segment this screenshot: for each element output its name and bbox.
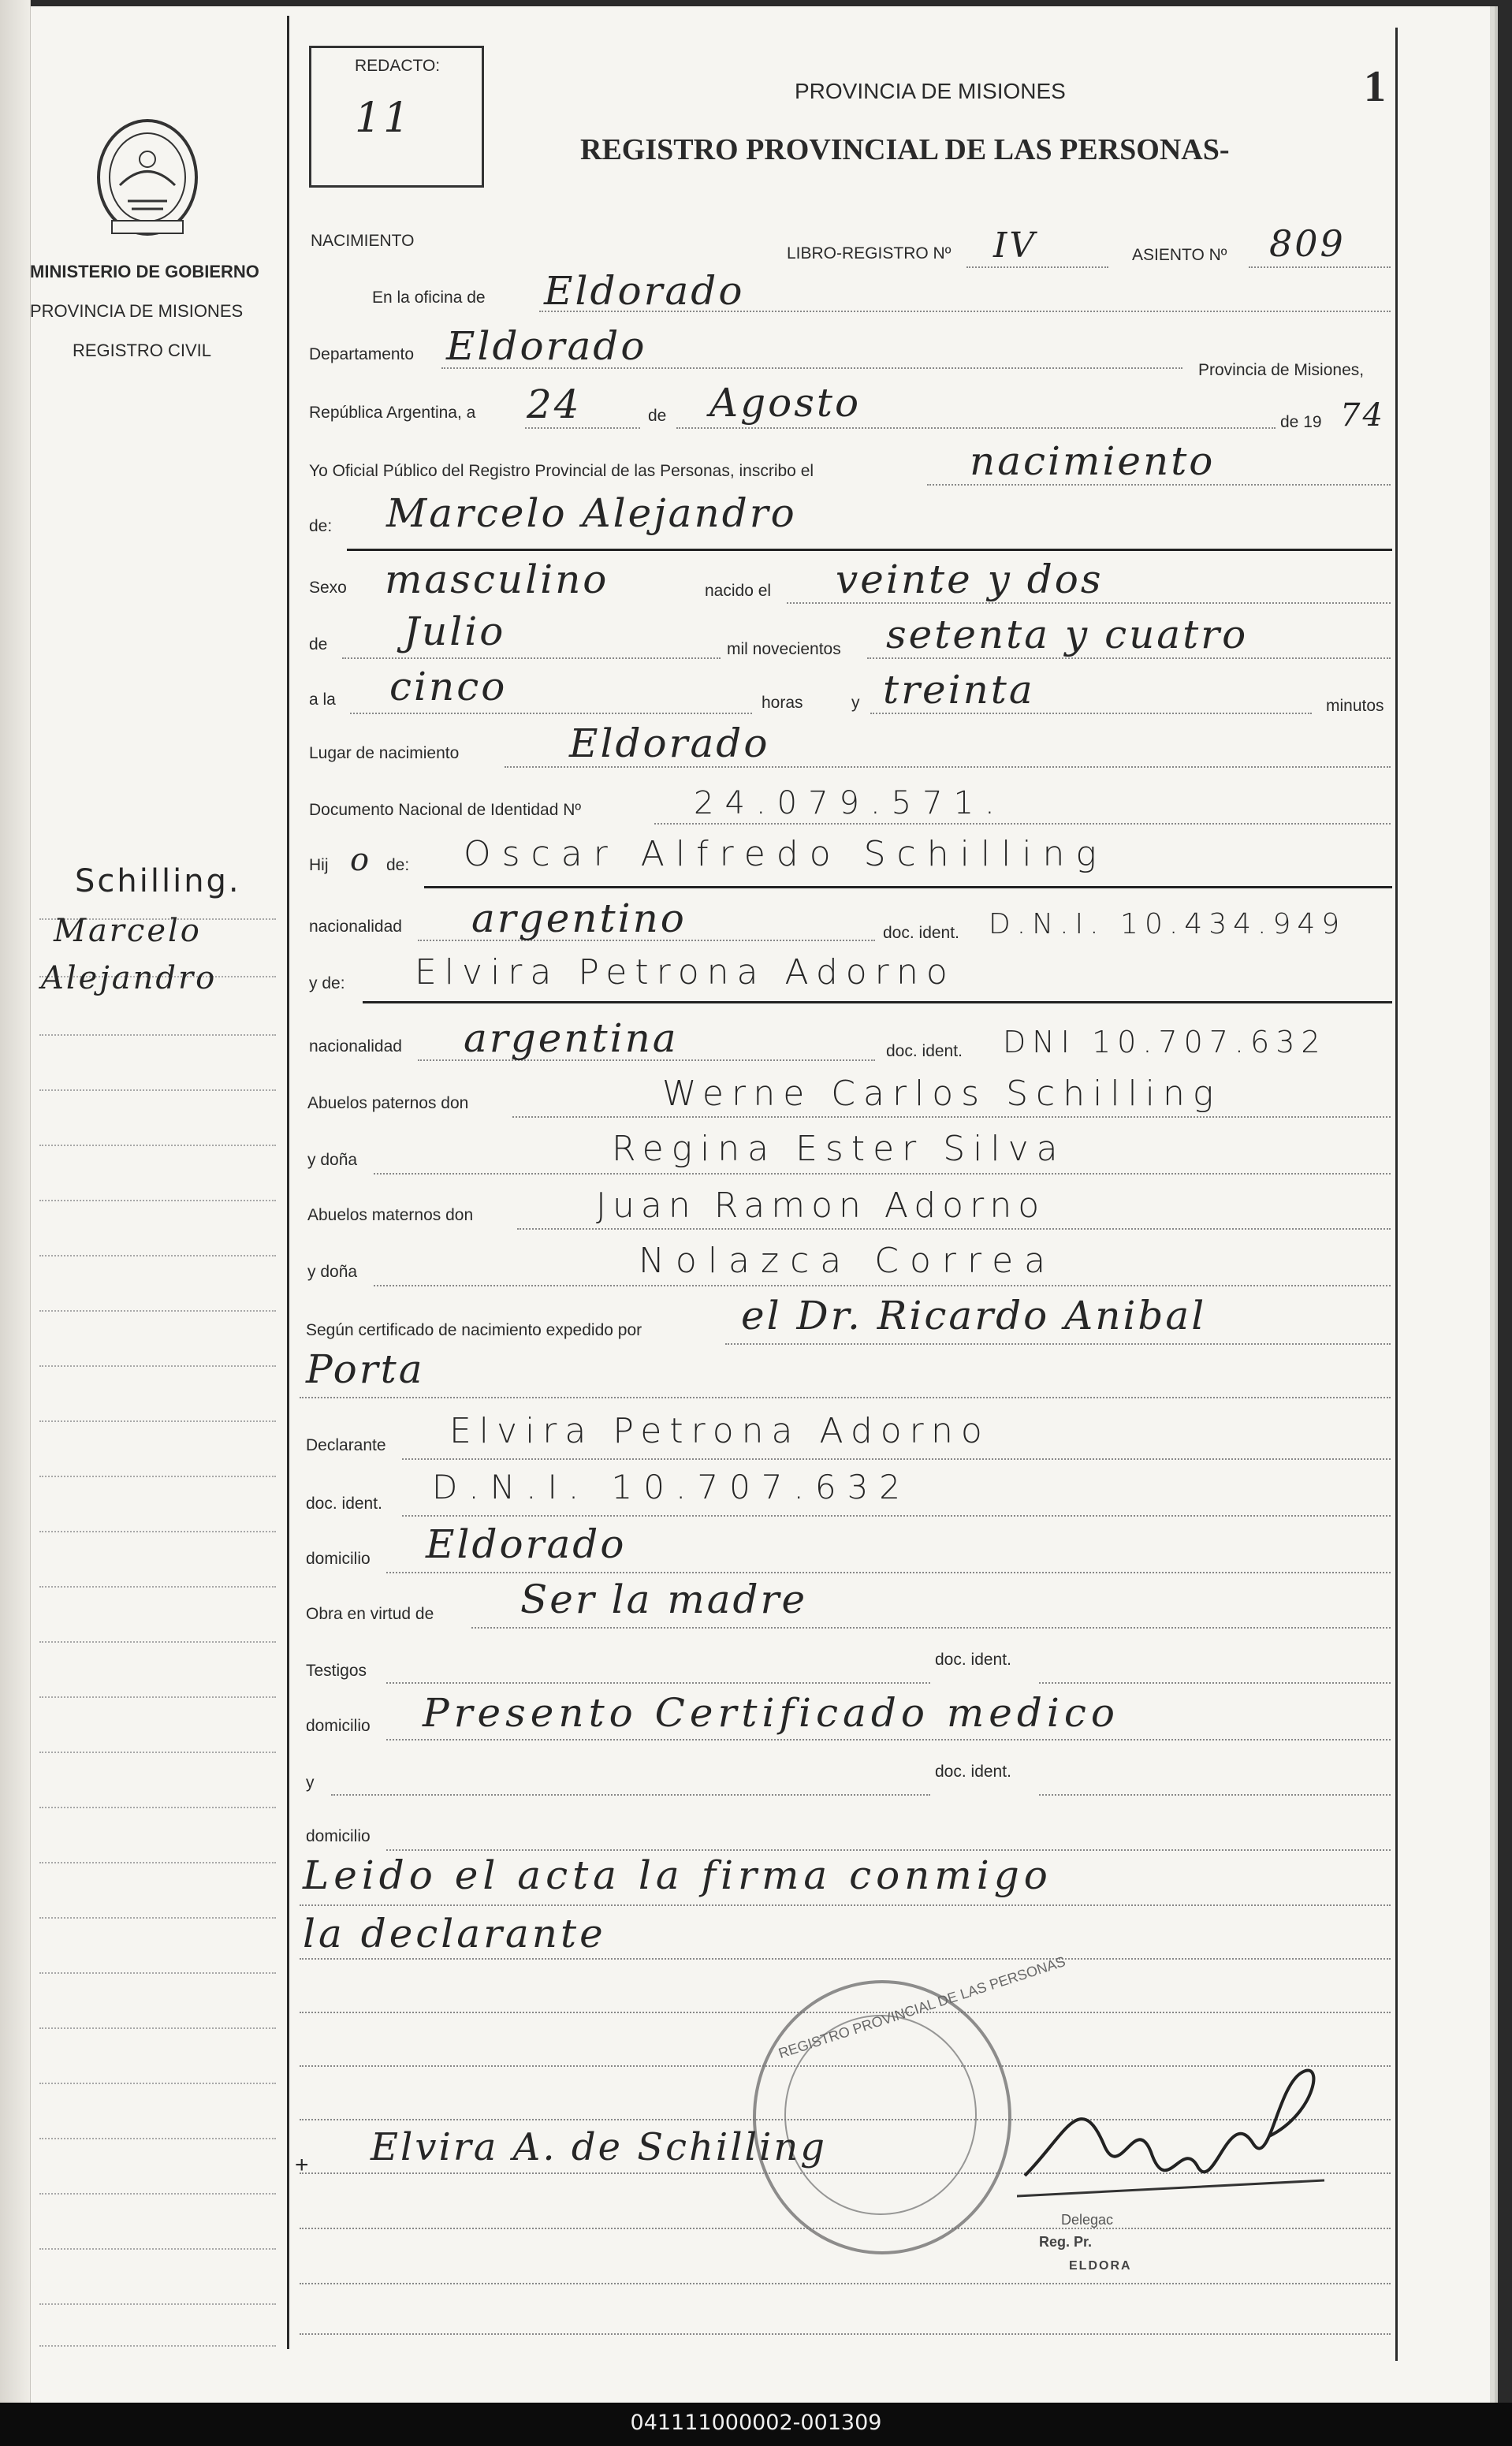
sexo-value: masculino — [385, 557, 609, 602]
official-signature-icon — [1017, 2042, 1332, 2223]
testigo-dom-value: Presento Certificado medico — [423, 1690, 1119, 1736]
sexo-label: Sexo — [309, 579, 347, 597]
mil-label: mil novecientos — [727, 640, 841, 658]
de-mes-label: de — [309, 635, 328, 653]
nombre-value: Marcelo Alejandro — [386, 490, 797, 536]
padre-value: Oscar Alfredo Schilling — [464, 834, 1108, 874]
lugar-label: Lugar de nacimiento — [309, 744, 460, 762]
hijo-label: Hij — [309, 856, 329, 874]
decl-dom-value: Eldorado — [426, 1521, 627, 1567]
province-heading: PROVINCIA DE MISIONES — [795, 79, 1066, 103]
segun-value: el Dr. Ricardo Anibal — [741, 1293, 1207, 1338]
ab-mat-value: Juan Ramon Adorno — [596, 1186, 1046, 1226]
margin-line — [39, 1476, 276, 1477]
anio-nac-value: setenta y cuatro — [886, 612, 1249, 657]
margin-line — [39, 1200, 276, 1201]
obra-label: Obra en virtud de — [306, 1605, 434, 1623]
oficina-label: En la oficina de — [372, 289, 486, 307]
ab-pat-dona-label: y doña — [307, 1151, 358, 1169]
nacido-label: nacido el — [705, 582, 772, 600]
y-label: y — [851, 694, 860, 712]
ab-pat-label: Abuelos paternos don — [307, 1094, 469, 1112]
margin-line — [39, 1862, 276, 1863]
y-de-label: y de: — [309, 974, 345, 992]
dni-label: Documento Nacional de Identidad Nº — [309, 801, 582, 819]
testigo2-dom-label: domicilio — [306, 1827, 371, 1845]
ab-pat-dona-value: Regina Ester Silva — [612, 1129, 1066, 1169]
margin-line — [39, 1972, 276, 1974]
inscribo-value: nacimiento — [970, 438, 1216, 484]
margin-line — [39, 2345, 276, 2347]
margin-note-name1: Marcelo — [54, 913, 202, 949]
testigo-dom-label: domicilio — [306, 1717, 371, 1735]
lugar-value: Eldorado — [569, 720, 770, 766]
libro-value: IV — [993, 225, 1037, 266]
madre-nac-label: nacionalidad — [309, 1037, 402, 1055]
oficina-value: Eldorado — [544, 268, 745, 314]
decl-doc-value: D.N.I. 10.707.632 — [432, 1468, 912, 1506]
padre-doc-value: D.N.I. 10.434.949 — [989, 908, 1346, 940]
de-padre-label: de: — [386, 856, 410, 874]
oficial-label: Yo Oficial Público del Registro Provincial de las Personas, inscribo el — [309, 462, 814, 480]
decl-doc-label: doc. ident. — [306, 1495, 382, 1513]
margin-rule-left — [287, 16, 289, 2349]
ab-pat-value: Werne Carlos Schilling — [662, 1074, 1222, 1114]
seal-line-1: MINISTERIO DE GOBIERNO — [30, 262, 259, 281]
margin-line — [39, 1586, 276, 1588]
margin-note-name2: Alejandro — [41, 960, 218, 996]
anio-value: 74 — [1340, 397, 1385, 434]
declarante-value: Elvira Petrona Adorno — [449, 1411, 990, 1451]
declarante-label: Declarante — [306, 1436, 386, 1454]
obra-value: Ser la madre — [520, 1577, 808, 1622]
dni-value: 24.079.571. — [694, 785, 1006, 821]
margin-line — [39, 2303, 276, 2305]
seal-line-3: REGISTRO CIVIL — [73, 341, 212, 360]
stamp-line-3: ELDORA — [1069, 2259, 1132, 2273]
de-nombre-label: de: — [309, 517, 333, 535]
mes-value: Agosto — [709, 380, 862, 426]
registry-title: REGISTRO PROVINCIAL DE LAS PERSONAS- — [580, 133, 1230, 166]
redacto-value: 11 — [355, 95, 412, 142]
margin-line — [39, 1531, 276, 1532]
segun-label: Según certificado de nacimiento expedido por — [306, 1321, 642, 1339]
republica-label: República Argentina, a — [309, 404, 476, 422]
minutos-label: minutos — [1326, 697, 1384, 715]
margin-line — [39, 2138, 276, 2139]
ab-mat-dona-value: Nolazca Correa — [639, 1241, 1057, 1281]
margin-line — [39, 2248, 276, 2250]
decl-dom-label: domicilio — [306, 1550, 371, 1568]
leido-line-2: la declarante — [303, 1911, 606, 1956]
asiento-value: 809 — [1269, 222, 1346, 265]
seal-line-2: PROVINCIA DE MISIONES — [30, 301, 244, 321]
madre-doc-value: DNI 10.707.632 — [1003, 1025, 1327, 1059]
nacido-value: veinte y dos — [836, 557, 1104, 602]
margin-line — [39, 1089, 276, 1091]
margin-line — [39, 1420, 276, 1422]
stamp-line-2: Reg. Pr. — [1039, 2234, 1093, 2250]
declarante-signature: Elvira A. de Schilling — [371, 2125, 827, 2169]
libro-label: LIBRO-REGISTRO Nº — [787, 244, 952, 262]
archive-caption: 041111000002-001309 — [630, 2411, 882, 2435]
de-label: de — [648, 407, 667, 425]
margin-line — [39, 1752, 276, 1753]
madre-nac-value: argentina — [464, 1015, 679, 1061]
signature-cross: + — [295, 2152, 309, 2178]
stamp-line-1: Delegac — [1061, 2212, 1114, 2228]
testigo2-doc-label: doc. ident. — [935, 1763, 1011, 1781]
madre-doc-label: doc. ident. — [886, 1042, 963, 1060]
ab-mat-label: Abuelos maternos don — [307, 1206, 474, 1224]
madre-value: Elvira Petrona Adorno — [415, 952, 955, 992]
anio-label: de 19 — [1280, 413, 1322, 431]
leido-line-1: Leido el acta la firma conmigo — [303, 1852, 1052, 1898]
departamento-value: Eldorado — [446, 323, 647, 369]
margin-line — [39, 1696, 276, 1698]
margin-line — [39, 2083, 276, 2084]
segun-value-2: Porta — [306, 1346, 425, 1392]
nacimiento-label: NACIMIENTO — [311, 232, 415, 250]
stamp-text: REGISTRO PROVINCIAL DE LAS PERSONAS — [776, 1953, 1067, 2062]
margin-line — [39, 2193, 276, 2195]
y-testigo-label: y — [306, 1774, 315, 1792]
departamento-label: Departamento — [309, 345, 415, 363]
a-la-label: a la — [309, 691, 336, 709]
hora-value: cinco — [389, 664, 508, 709]
margin-line — [39, 1807, 276, 1808]
margin-line — [39, 1365, 276, 1367]
minutos-value: treinta — [883, 667, 1035, 713]
padre-nac-label: nacionalidad — [309, 918, 402, 936]
mes-nac-value: Julio — [404, 609, 506, 654]
margin-line — [39, 1641, 276, 1643]
ab-mat-dona-label: y doña — [307, 1263, 358, 1281]
paper-edge — [0, 0, 31, 2412]
horas-label: horas — [762, 694, 803, 712]
margin-note-surname: Schilling. — [75, 863, 241, 899]
padre-doc-label: doc. ident. — [883, 924, 959, 942]
testigo-doc-label: doc. ident. — [935, 1651, 1011, 1669]
margin-line — [39, 1255, 276, 1257]
margin-line — [39, 1310, 276, 1312]
margin-rule-right — [1395, 28, 1398, 2361]
province-emblem-icon — [88, 110, 207, 244]
provincia-label: Provincia de Misiones, — [1198, 361, 1365, 379]
redacto-label: REDACTO: — [355, 57, 441, 75]
hijo-suffix: o — [350, 842, 372, 878]
margin-line — [39, 1145, 276, 1146]
margin-line — [39, 1917, 276, 1919]
margin-line — [39, 1034, 276, 1036]
padre-nac-value: argentino — [471, 895, 687, 941]
asiento-label: ASIENTO Nº — [1132, 246, 1227, 264]
dia-value: 24 — [527, 382, 582, 427]
margin-line — [39, 2027, 276, 2029]
page-number: 1 — [1364, 62, 1386, 111]
testigos-label: Testigos — [306, 1662, 367, 1680]
